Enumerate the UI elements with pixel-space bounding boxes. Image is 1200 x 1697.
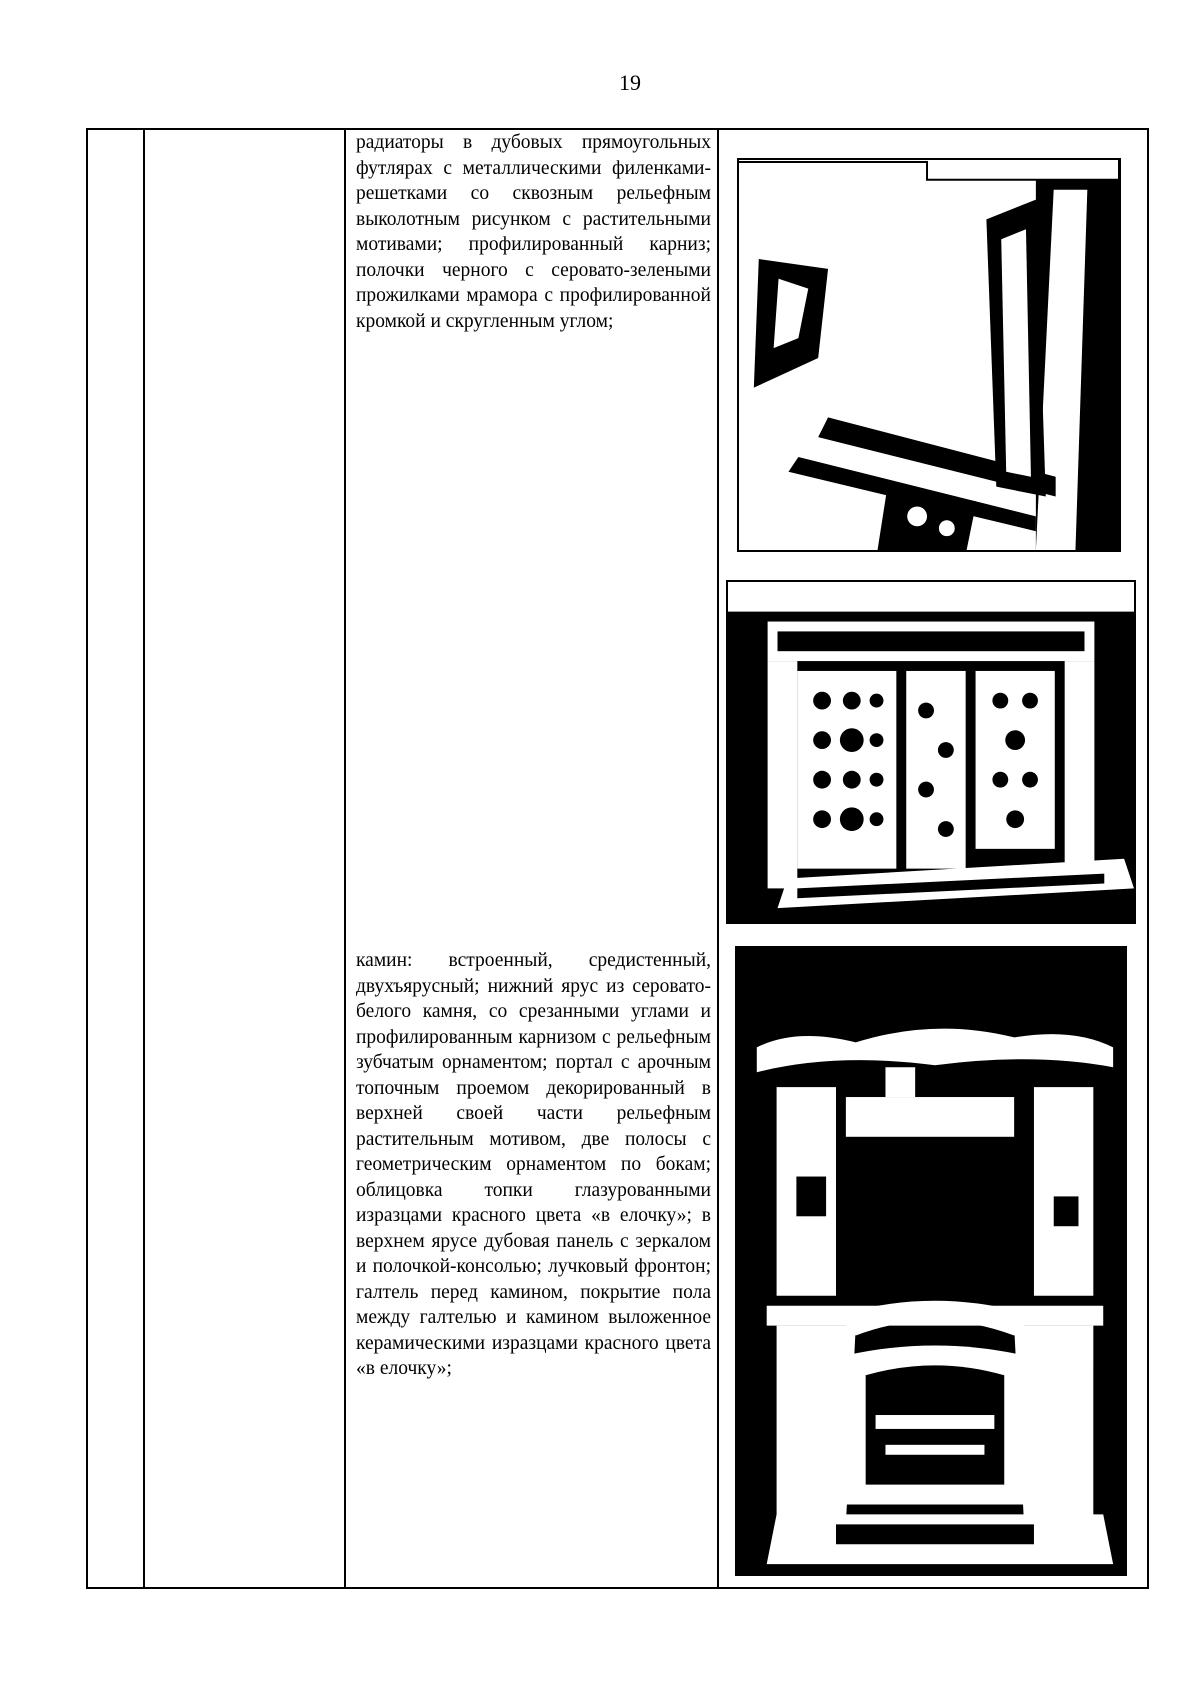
column-divider-1 <box>143 130 145 1587</box>
fireplace-photo <box>735 946 1127 1576</box>
row-description-fireplace: камин: встроенный, средистенный, двухъярусный; нижний ярус из серовато-белого камня, со срезанными углами и профилированным карнизом с рельефным зубчатым орнаментом; портал с арочным топочным проемом декорированный в верхней своей части рельефным растительным мотивом, две полосы с геометрическим орнаментом по бокам; облицовка топки глазурованными изразцами красного цвета «в елочку»; в верхнем ярусе дубовая панель с зеркалом и полочкой-консолью; лучковый фронтон; галтель перед камином, покрытие пола между галтелью и камином выложенное керамическими изразцами красного цвета «в елочку»; <box>356 950 711 1379</box>
radiator-grille-photo <box>726 580 1136 924</box>
column-divider-3 <box>717 130 719 1587</box>
column-divider-2 <box>344 130 346 1587</box>
monument-table <box>86 128 1149 1589</box>
page-number: 19 <box>619 70 641 95</box>
row-description-radiators: радиаторы в дубовых прямоугольных футлярах с металлическими филенками-решетками со сквозным рельефным выколотным рисунком с растительными мотивами; профилированный карниз; полочки черного с серовато-зелеными прожилками мрамора с профилированной кромкой и скругленным углом; <box>356 132 711 332</box>
radiator-corner-photo <box>737 158 1121 552</box>
